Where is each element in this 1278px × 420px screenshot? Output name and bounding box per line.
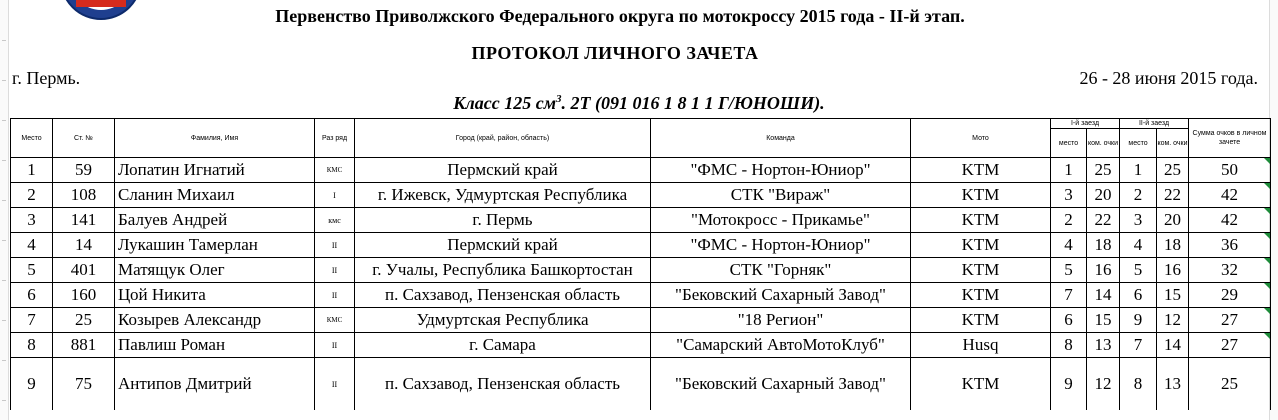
cell-city: г. Учалы, Республика Башкортостан <box>355 258 651 283</box>
col-race2-pos: место <box>1120 129 1157 158</box>
cell-place: 9 <box>11 358 53 411</box>
table-row <box>11 208 1271 233</box>
cell-team: "ФМС - Нортон-Юниор" <box>651 158 911 183</box>
event-dates: 26 - 28 июня 2015 года. <box>1079 68 1258 88</box>
cell-place: 4 <box>11 233 53 258</box>
col-total: Сумма очков в личном зачете <box>1189 119 1271 158</box>
cell-team: "ФМС - Нортон-Юниор" <box>651 233 911 258</box>
comment-marker-icon <box>1264 333 1270 339</box>
comment-marker-icon <box>1264 308 1270 314</box>
cell-team: "Бековский Сахарный Завод" <box>651 358 911 411</box>
cell-moto: KTM <box>911 158 1051 183</box>
cell-team: СТК "Вираж" <box>651 183 911 208</box>
cell-total <box>1189 333 1271 358</box>
col-start-no: Ст. № <box>53 119 115 158</box>
cell-place: 5 <box>11 258 53 283</box>
cell-moto: Husq <box>911 333 1051 358</box>
cell-name: Козырев Александр <box>115 308 315 333</box>
cell-race2-pts: 16 <box>1157 258 1189 283</box>
table-row <box>11 158 1271 183</box>
cell-city: Пермский край <box>355 233 651 258</box>
cell-race1-pos: 1 <box>1051 158 1087 183</box>
cell-total-value: 50 <box>1221 160 1238 179</box>
cell-race2-pos: 5 <box>1120 258 1157 283</box>
table-row <box>11 308 1271 333</box>
cell-race1-pts: 20 <box>1087 183 1120 208</box>
col-race1-pts: ком. очки <box>1087 129 1120 158</box>
cell-start-no: 59 <box>53 158 115 183</box>
cell-team: "Бековский Сахарный Завод" <box>651 283 911 308</box>
cell-moto: KTM <box>911 208 1051 233</box>
cell-race1-pos: 3 <box>1051 183 1087 208</box>
cell-race2-pts: 12 <box>1157 308 1189 333</box>
cell-start-no: 108 <box>53 183 115 208</box>
cell-city: г. Пермь <box>355 208 651 233</box>
cell-start-no: 141 <box>53 208 115 233</box>
cell-name: Матящук Олег <box>115 258 315 283</box>
cell-rank: II <box>315 333 355 358</box>
cell-team: "Мотокросс - Прикамье" <box>651 208 911 233</box>
cell-team: СТК "Горняк" <box>651 258 911 283</box>
cell-start-no: 160 <box>53 283 115 308</box>
cell-rank: II <box>315 258 355 283</box>
cell-place: 3 <box>11 208 53 233</box>
cell-place: 1 <box>11 158 53 183</box>
cell-total-value: 36 <box>1221 235 1238 254</box>
comment-marker-icon <box>1264 233 1270 239</box>
cell-race2-pts: 22 <box>1157 183 1189 208</box>
document-title: Первенство Приволжского Федерального округа по мотокроссу 2015 года - II-й этап. <box>275 6 965 26</box>
cell-race1-pos: 7 <box>1051 283 1087 308</box>
cell-rank: II <box>315 358 355 411</box>
cell-race1-pts: 22 <box>1087 208 1120 233</box>
cell-name: Цой Никита <box>115 283 315 308</box>
cell-race2-pts: 13 <box>1157 358 1189 411</box>
comment-marker-icon <box>1264 283 1270 289</box>
cell-race1-pts: 13 <box>1087 333 1120 358</box>
cell-team: "Самарский АвтоМотоКлуб" <box>651 333 911 358</box>
cell-start-no: 401 <box>53 258 115 283</box>
cell-rank: I <box>315 183 355 208</box>
cell-total-value: 29 <box>1221 285 1238 304</box>
cell-race1-pos: 5 <box>1051 258 1087 283</box>
col-place: Место <box>11 119 53 158</box>
table-row <box>11 333 1271 358</box>
cell-race1-pts: 15 <box>1087 308 1120 333</box>
race-class: Класс 125 $см^3$. 2Т (091 016 1 8 1 1 Г/ЮНОШИ). <box>453 93 825 113</box>
col-moto: Мото <box>911 119 1051 158</box>
cell-race2-pos: 4 <box>1120 233 1157 258</box>
cell-race2-pts: 18 <box>1157 233 1189 258</box>
cell-total-value: 42 <box>1221 210 1238 229</box>
cell-race2-pos: 2 <box>1120 183 1157 208</box>
cell-moto: KTM <box>911 233 1051 258</box>
col-name: Фамилия, Имя <box>115 119 315 158</box>
cell-name: Балуев Андрей <box>115 208 315 233</box>
cell-race1-pts: 16 <box>1087 258 1120 283</box>
cell-team: "18 Регион" <box>651 308 911 333</box>
col-city: Город (край, район, область) <box>355 119 651 158</box>
cell-name: Антипов Дмитрий <box>115 358 315 411</box>
col-race2: II-й заезд <box>1120 119 1189 129</box>
cell-place: 6 <box>11 283 53 308</box>
cell-race2-pos: 8 <box>1120 358 1157 411</box>
cell-race2-pos: 3 <box>1120 208 1157 233</box>
cell-race1-pos: 8 <box>1051 333 1087 358</box>
cell-race1-pts: 25 <box>1087 158 1120 183</box>
cell-start-no: 25 <box>53 308 115 333</box>
cell-place: 2 <box>11 183 53 208</box>
cell-race2-pos: 9 <box>1120 308 1157 333</box>
cell-city: п. Сахзавод, Пензенская область <box>355 358 651 411</box>
comment-marker-icon <box>1264 183 1270 189</box>
comment-marker-icon <box>1264 208 1270 214</box>
cell-total <box>1189 183 1271 208</box>
cell-rank: II <box>315 233 355 258</box>
cell-total <box>1189 308 1271 333</box>
table-row <box>11 183 1271 208</box>
cell-race2-pts: 15 <box>1157 283 1189 308</box>
cell-moto: KTM <box>911 308 1051 333</box>
cell-total-value: 42 <box>1221 185 1238 204</box>
cell-city: г. Ижевск, Удмуртская Республика <box>355 183 651 208</box>
cell-moto: KTM <box>911 258 1051 283</box>
cell-name: Павлиш Роман <box>115 333 315 358</box>
table-row <box>11 358 1271 411</box>
cell-total <box>1189 358 1271 411</box>
comment-marker-icon <box>1264 258 1270 264</box>
cell-rank: КМС <box>315 158 355 183</box>
cell-total <box>1189 258 1271 283</box>
cell-race2-pos: 1 <box>1120 158 1157 183</box>
cell-total-value: 27 <box>1221 310 1238 329</box>
cell-total-value: 27 <box>1221 335 1238 354</box>
cell-city: п. Сахзавод, Пензенская область <box>355 283 651 308</box>
cell-race2-pos: 6 <box>1120 283 1157 308</box>
cell-name: Сланин Михаил <box>115 183 315 208</box>
table-row <box>11 233 1271 258</box>
cell-rank: кмс <box>315 208 355 233</box>
cell-city: Удмуртская Республика <box>355 308 651 333</box>
cell-moto: KTM <box>911 283 1051 308</box>
col-rank: Раз ряд <box>315 119 355 158</box>
cell-race2-pts: 14 <box>1157 333 1189 358</box>
col-race1-pos: место <box>1051 129 1087 158</box>
cell-race2-pos: 7 <box>1120 333 1157 358</box>
cell-start-no: 75 <box>53 358 115 411</box>
cell-race1-pts: 18 <box>1087 233 1120 258</box>
cell-city: г. Самара <box>355 333 651 358</box>
cell-total <box>1189 283 1271 308</box>
cell-name: Лопатин Игнатий <box>115 158 315 183</box>
cell-total-value: 32 <box>1221 260 1238 279</box>
cell-race1-pos: 2 <box>1051 208 1087 233</box>
cell-race1-pts: 14 <box>1087 283 1120 308</box>
col-race2-pts: ком. очки <box>1157 129 1189 158</box>
cell-race2-pts: 25 <box>1157 158 1189 183</box>
table-row <box>11 283 1271 308</box>
cell-race1-pos: 9 <box>1051 358 1087 411</box>
cell-place: 8 <box>11 333 53 358</box>
cell-rank: II <box>315 283 355 308</box>
col-team: Команда <box>651 119 911 158</box>
cell-moto: KTM <box>911 183 1051 208</box>
cell-total <box>1189 158 1271 183</box>
event-city: г. Пермь. <box>12 68 81 88</box>
table-row <box>11 258 1271 283</box>
cell-race2-pts: 20 <box>1157 208 1189 233</box>
protocol-title: ПРОТОКОЛ ЛИЧНОГО ЗАЧЕТА <box>471 43 759 63</box>
cell-total <box>1189 208 1271 233</box>
cell-start-no: 14 <box>53 233 115 258</box>
cell-total-value: 25 <box>1221 374 1238 393</box>
results-table <box>10 118 1271 410</box>
cell-name: Лукашин Тамерлан <box>115 233 315 258</box>
cell-place: 7 <box>11 308 53 333</box>
cell-race1-pts: 12 <box>1087 358 1120 411</box>
cell-race1-pos: 6 <box>1051 308 1087 333</box>
cell-rank: КМС <box>315 308 355 333</box>
cell-city: Пермский край <box>355 158 651 183</box>
col-race1: I-й заезд <box>1051 119 1120 129</box>
cell-start-no: 881 <box>53 333 115 358</box>
comment-marker-icon <box>1264 158 1270 164</box>
cell-total <box>1189 233 1271 258</box>
cell-race1-pos: 4 <box>1051 233 1087 258</box>
cell-moto: KTM <box>911 358 1051 411</box>
